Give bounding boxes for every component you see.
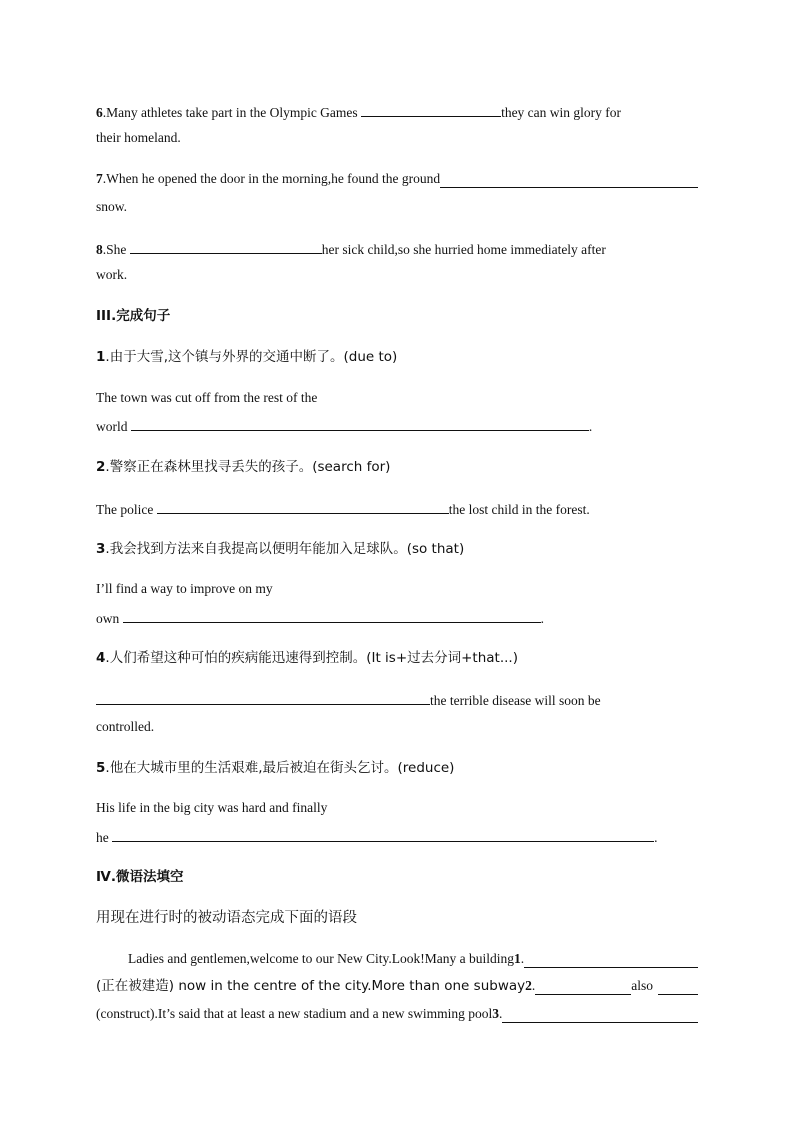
paragraph-text: Ladies and gentlemen,welcome to our New City.Look!Many a building (128, 951, 515, 966)
exercise-6-line1 (96, 102, 698, 122)
answer-blank[interactable] (157, 499, 449, 514)
answer-blank[interactable] (502, 1008, 698, 1023)
answer-blank[interactable] (131, 416, 589, 431)
translation-1-line2 (96, 416, 698, 436)
exercise-text: the lost child in the forest. (448, 502, 590, 517)
blank-number: 2 (525, 978, 532, 993)
exercise-number: 7 (96, 171, 103, 186)
exercise-6-line2: their homeland. (96, 130, 181, 145)
exercise-text: .Many athletes take part in the Olympic Games (102, 105, 362, 120)
exercise-text: The police (96, 502, 157, 517)
grammar-paragraph-line3: (construct).It’s said that at least a new stadium and a new swimming pool 3 . (96, 1005, 698, 1023)
grammar-paragraph-line2: (正在被建造) now in the centre of the city.More than one subway 2 . also (96, 977, 698, 995)
section-title: III.完成句子 (96, 308, 171, 324)
answer-blank[interactable] (524, 953, 698, 968)
translation-4-line2: controlled. (96, 719, 155, 734)
prompt-text: .我会找到方法来自我提高以便明年能加入足球队。(so that) (105, 541, 465, 557)
translation-prompt-2 (96, 458, 698, 476)
exercise-number: 3 (96, 541, 106, 557)
exercise-text: . (540, 611, 544, 626)
exercise-number: 8 (96, 242, 103, 257)
exercise-8-line1 (96, 239, 698, 259)
answer-blank[interactable] (130, 239, 322, 254)
exercise-text: they can win glory for (501, 105, 622, 120)
translation-prompt-5 (96, 759, 698, 777)
exercise-number: 2 (96, 459, 106, 475)
blank-number: 1 (514, 951, 521, 966)
translation-5-line1: His life in the big city was hard and finally (96, 800, 328, 815)
blank-number: 3 (492, 1006, 500, 1021)
exercise-7-line2: snow. (96, 199, 128, 214)
translation-3-line1: I’ll find a way to improve on my (96, 581, 273, 596)
paragraph-text: also (631, 978, 653, 993)
answer-blank[interactable] (658, 980, 698, 995)
translation-5-line2 (96, 827, 698, 847)
exercise-text: world (96, 419, 131, 434)
translation-prompt-4 (96, 649, 698, 667)
exercise-text: .When he opened the door in the morning,he found the ground (102, 171, 441, 186)
prompt-text: .他在大城市里的生活艰难,最后被迫在街头乞讨。(reduce) (105, 760, 455, 776)
grammar-paragraph-line1: Ladies and gentlemen,welcome to our New City.Look!Many a building 1 . (96, 950, 698, 968)
exercise-text: .She (102, 242, 130, 257)
exercise-number: 4 (96, 650, 106, 666)
exercise-text: the terrible disease will soon be (430, 693, 601, 708)
paragraph-text: (construct).It’s said that at least a new stadium and a new swimming pool (96, 1006, 493, 1021)
answer-blank[interactable] (112, 827, 654, 842)
answer-blank[interactable] (535, 980, 631, 995)
translation-prompt-1 (96, 348, 698, 366)
translation-4-line1 (96, 690, 698, 710)
answer-blank[interactable] (96, 690, 430, 705)
exercise-text: he (96, 830, 113, 845)
answer-blank[interactable] (440, 173, 698, 188)
answer-blank[interactable] (123, 608, 541, 623)
translation-2-line1 (96, 499, 698, 519)
prompt-text: .人们希望这种可怕的疾病能迅速得到控制。(It is+过去分词+that...) (105, 650, 518, 666)
exercise-7-line1 (96, 170, 698, 188)
exercise-text: . (654, 830, 658, 845)
exercise-text: . (588, 419, 593, 434)
translation-1-line1: The town was cut off from the rest of the (96, 390, 318, 405)
translation-3-line2 (96, 608, 698, 628)
exercise-number: 1 (96, 349, 106, 365)
exercise-number: 6 (96, 105, 103, 120)
exercise-8-line2: work. (96, 267, 128, 282)
answer-blank[interactable] (361, 102, 501, 117)
exercise-number: 5 (96, 760, 106, 776)
prompt-text: .由于大雪,这个镇与外界的交通中断了。(due to) (105, 349, 398, 365)
paragraph-text: (正在被建造) now in the centre of the city.More than one subway (96, 978, 526, 994)
section-title: Ⅳ.微语法填空 (96, 869, 184, 885)
translation-prompt-3 (96, 540, 698, 558)
prompt-text: .警察正在森林里找寻丢失的孩子。(search for) (105, 459, 391, 475)
exercise-text: own (96, 611, 123, 626)
section-instruction: 用现在进行时的被动语态完成下面的语段 (96, 910, 357, 926)
exercise-text: her sick child,so she hurried home immediately after (321, 242, 606, 257)
